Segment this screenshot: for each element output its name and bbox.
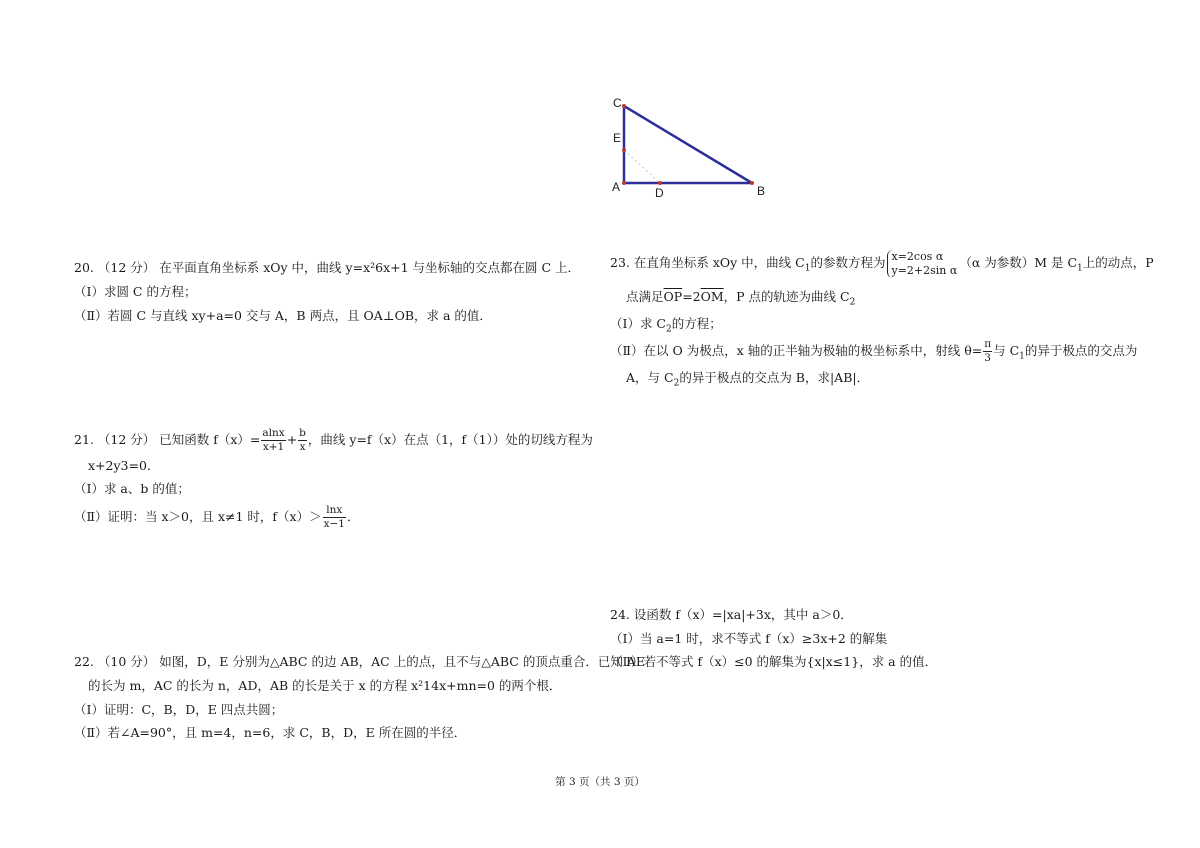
q21-stem-cont: x+2y⁦3=0． bbox=[88, 458, 160, 473]
q23-part2-e: 的异于极点的交点为 B，求|AB|． bbox=[679, 370, 870, 385]
q24-text: 设函数 f（x）=|x⁦a|+3x，其中 a＞0． bbox=[633, 607, 853, 622]
q23-text-f: ，P 点的轨迹为曲线 C bbox=[723, 289, 850, 304]
q23-vector-op: $\overline{OP}$ bbox=[663, 289, 683, 304]
q23-vector-eq: =2 bbox=[682, 289, 701, 304]
q23-sys-x: x=2cos α bbox=[891, 249, 944, 263]
q23-sub-2: 2 bbox=[849, 297, 856, 308]
q21-score: （12 分） bbox=[97, 432, 156, 447]
q21-part1: （Ⅰ）求 a、b 的值； bbox=[74, 481, 190, 496]
q23-sys-y: y=2+2sin α bbox=[891, 263, 958, 277]
q21-text-a: 已知函数 f（x）= bbox=[159, 432, 261, 447]
q21-frac2-num: b bbox=[299, 427, 306, 439]
q23-frac-den: 3 bbox=[984, 352, 991, 364]
page-footer: 第 3 页（共 3 页） bbox=[555, 776, 645, 788]
label-b: B bbox=[757, 184, 766, 198]
q21-part2-text: （Ⅱ）证明：当 x＞0，且 x≠1 时，f（x）＞ bbox=[74, 509, 322, 524]
q20-part2: （Ⅱ）若圆 C 与直线 x⁦y+a=0 交与 A，B 两点，且 OA⊥OB，求 a 的值． bbox=[74, 308, 492, 323]
q23-part2-c: 的异于极点的交点为 bbox=[1024, 343, 1138, 358]
q21-number: 21. bbox=[74, 432, 94, 447]
q23-param-system bbox=[887, 250, 957, 278]
q23-vector-om: $\overline{OM}$ bbox=[700, 289, 724, 304]
q21-frac1-num: alnx bbox=[262, 427, 285, 439]
q23-stem bbox=[610, 248, 1154, 284]
q20-part1: （Ⅰ）求圆 C 的方程； bbox=[74, 284, 197, 299]
q24-number: 24. bbox=[610, 607, 630, 622]
q21-text-b: ，曲线 y=f（x）在点（1，f（1））处的切线方程为 bbox=[307, 432, 593, 447]
q23-part2-b: 与 C bbox=[993, 343, 1020, 358]
q23-text-d: 上的动点，P bbox=[1082, 255, 1154, 270]
q22-score: （10 分） bbox=[97, 654, 156, 669]
q21-stem bbox=[74, 425, 593, 455]
q23-fraction-pi3 bbox=[983, 338, 992, 365]
q23-part2-cont bbox=[626, 368, 869, 394]
q24-part1: （Ⅰ）当 a=1 时，求不等式 f（x）≥3x+2 的解集 bbox=[610, 631, 888, 646]
point-b bbox=[750, 181, 754, 185]
q20-number: 20. bbox=[74, 260, 94, 275]
q21-fraction-2 bbox=[298, 427, 307, 454]
q23-frac-num: π bbox=[984, 338, 992, 350]
label-a: A bbox=[612, 180, 621, 194]
q21-fraction-3 bbox=[323, 504, 346, 531]
q23-part2-d: A，与 C bbox=[626, 370, 674, 385]
q23-part1-b: 的方程； bbox=[671, 316, 722, 331]
q21-fraction-1 bbox=[261, 427, 285, 454]
q22-part2: （Ⅱ）若∠A=90°，且 m=4，n=6，求 C，B，D，E 所在圆的半径． bbox=[74, 725, 467, 740]
point-e bbox=[622, 148, 626, 152]
q21-frac2-den: x bbox=[299, 441, 306, 453]
q21-frac3-num: lnx bbox=[323, 504, 346, 518]
q23-part2 bbox=[610, 336, 1137, 372]
q22-part1: （Ⅰ）证明：C，B，D，E 四点共圆； bbox=[74, 702, 284, 717]
q23-part1-sub: 2 bbox=[665, 324, 672, 335]
q24-part2: （Ⅱ）若不等式 f（x）≤0 的解集为{x|x≤⁦1}，求 a 的值． bbox=[610, 654, 938, 669]
segment-ed bbox=[624, 150, 660, 183]
q23-stem-cont bbox=[626, 287, 855, 313]
q21-plus: + bbox=[286, 432, 298, 447]
point-d bbox=[658, 181, 662, 185]
q23-sub-1: 1 bbox=[804, 263, 811, 274]
q24-stem bbox=[610, 605, 853, 625]
q20-text: 在平面直角坐标系 xOy 中，曲线 y=x²⁦6x+1 与坐标轴的交点都在圆 C 上． bbox=[159, 260, 581, 275]
q22-stem bbox=[74, 652, 645, 672]
q23-text-b: 的参数方程为 bbox=[810, 255, 886, 270]
q23-part2-a: （Ⅱ）在以 O 为极点，x 轴的正半轴为极轴的极坐标系中，射线 θ= bbox=[610, 343, 983, 358]
q20-score: （12 分） bbox=[97, 260, 156, 275]
label-d: D bbox=[655, 186, 664, 200]
q23-part2-sub1: 1 bbox=[1019, 351, 1025, 362]
q21-frac1-den: x+1 bbox=[262, 441, 285, 453]
q20-stem bbox=[74, 258, 580, 278]
q23-text-e: 点满足 bbox=[626, 289, 664, 304]
q21-frac3-den: x−1 bbox=[323, 518, 345, 530]
point-c bbox=[622, 104, 626, 108]
q23-part2-sub2: 2 bbox=[673, 378, 680, 389]
q23-text-c: （α 为参数）M 是 C bbox=[959, 255, 1078, 270]
q23-text-a: 在直角坐标系 xOy 中，曲线 C bbox=[633, 255, 805, 270]
q21-part2 bbox=[74, 502, 360, 532]
side-cb bbox=[624, 106, 752, 183]
q22-stem-cont: 的长为 m，AC 的长为 n，AD，AB 的长是关于 x 的方程 x²⁦14x+mn=0 的两个根． bbox=[88, 678, 562, 693]
q21-part2-end: ． bbox=[346, 509, 360, 524]
q22-text-a: 如图，D，E 分别为△ABC 的边 AB，AC 上的点，且不与△ABC 的顶点重合．已知 AE bbox=[159, 654, 645, 669]
q23-number: 23. bbox=[610, 255, 630, 270]
q23-part1-a: （Ⅰ）求 C bbox=[610, 316, 666, 331]
point-a bbox=[622, 181, 626, 185]
q22-number: 22. bbox=[74, 654, 94, 669]
label-c: C bbox=[613, 96, 622, 110]
label-e: E bbox=[613, 131, 622, 145]
q23-sub-1b: 1 bbox=[1077, 263, 1083, 274]
